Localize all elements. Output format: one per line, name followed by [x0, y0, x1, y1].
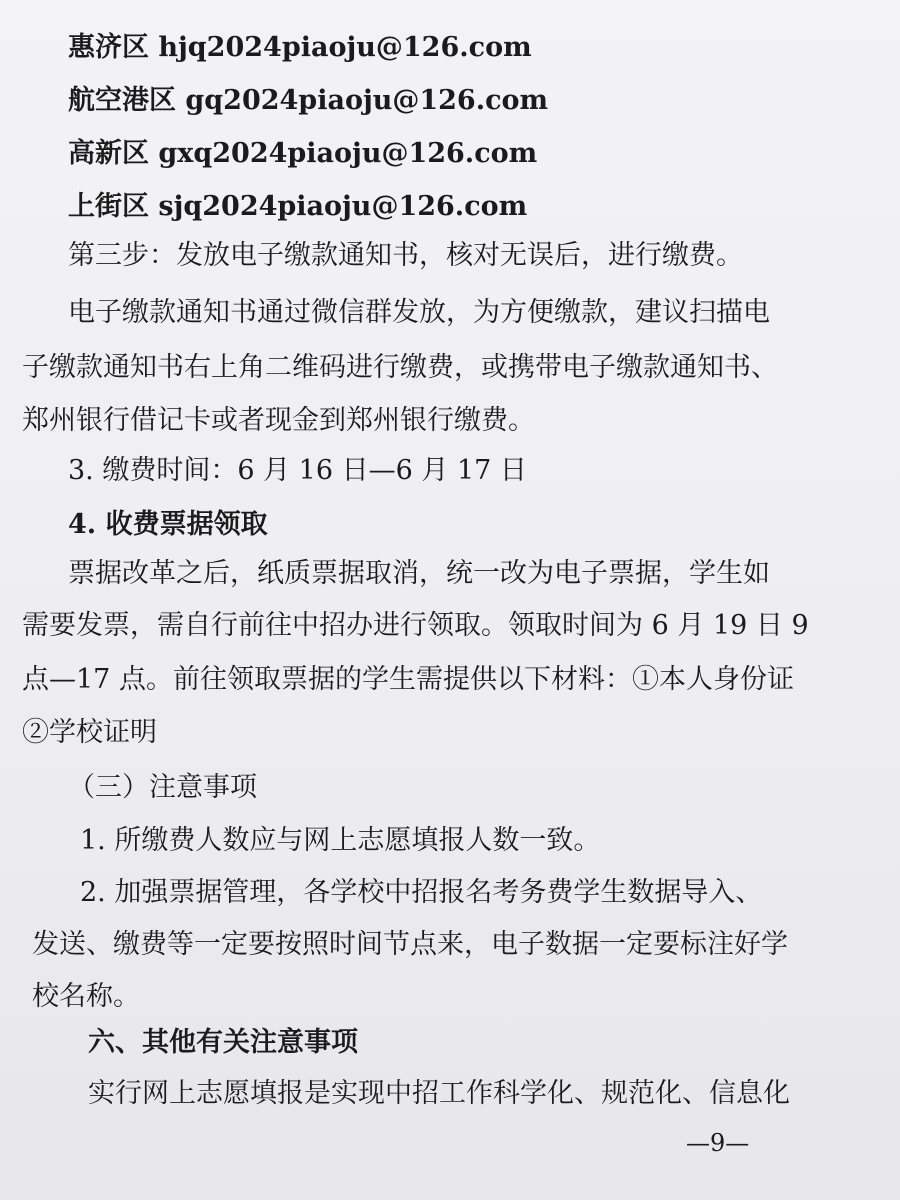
payment-time-line: 3. 缴费时间：6 月 16 日—6 月 17 日	[68, 455, 527, 486]
email-line-gaoxin	[68, 138, 537, 169]
district-name: 上街区	[68, 191, 149, 222]
notice-paragraph-line-2: 子缴款通知书右上角二维码进行缴费，或携带电子缴款通知书、	[22, 352, 778, 383]
section6-heading: 六、其他有关注意事项	[88, 1027, 358, 1058]
email-address: hjq2024piaoju@126.com	[158, 32, 532, 63]
receipt-paragraph-line-2: 需要发票，需自行前往中招办进行领取。领取时间为 6 月 19 日 9	[22, 610, 809, 641]
district-name: 惠济区	[68, 32, 149, 63]
email-line-hangkonggang	[68, 85, 548, 116]
receipt-heading: 4. 收费票据领取	[68, 509, 268, 540]
email-address: gq2024piaoju@126.com	[185, 85, 549, 116]
email-line-shangjie	[68, 191, 527, 222]
note2-line-2: 发送、缴费等一定要按照时间节点来，电子数据一定要标注好学	[32, 929, 788, 960]
email-address: sjq2024piaoju@126.com	[158, 191, 528, 222]
section3-heading: （三）注意事项	[68, 772, 257, 803]
email-line-huiji	[68, 32, 532, 63]
receipt-paragraph-line-3: 点—17 点。前往领取票据的学生需提供以下材料：①本人身份证	[22, 664, 794, 695]
section6-paragraph-line-1: 实行网上志愿填报是实现中招工作科学化、规范化、信息化	[88, 1078, 790, 1109]
district-name: 高新区	[68, 138, 149, 169]
note1-line: 1. 所缴费人数应与网上志愿填报人数一致。	[80, 825, 601, 856]
page-number: —9—	[686, 1129, 750, 1157]
step3-line: 第三步：发放电子缴款通知书，核对无误后，进行缴费。	[68, 240, 743, 271]
notice-paragraph-line-3: 郑州银行借记卡或者现金到郑州银行缴费。	[22, 405, 535, 436]
email-address: gxq2024piaoju@126.com	[158, 138, 538, 169]
notice-paragraph-line-1: 电子缴款通知书通过微信群发放，为方便缴款，建议扫描电	[68, 297, 770, 328]
district-name: 航空港区	[68, 85, 176, 116]
receipt-paragraph-line-1: 票据改革之后，纸质票据取消，统一改为电子票据，学生如	[68, 558, 770, 589]
receipt-paragraph-line-4: ②学校证明	[22, 717, 157, 748]
note2-line-3: 校名称。	[32, 981, 140, 1012]
note2-line-1: 2. 加强票据管理，各学校中招报名考务费学生数据导入、	[80, 877, 763, 908]
